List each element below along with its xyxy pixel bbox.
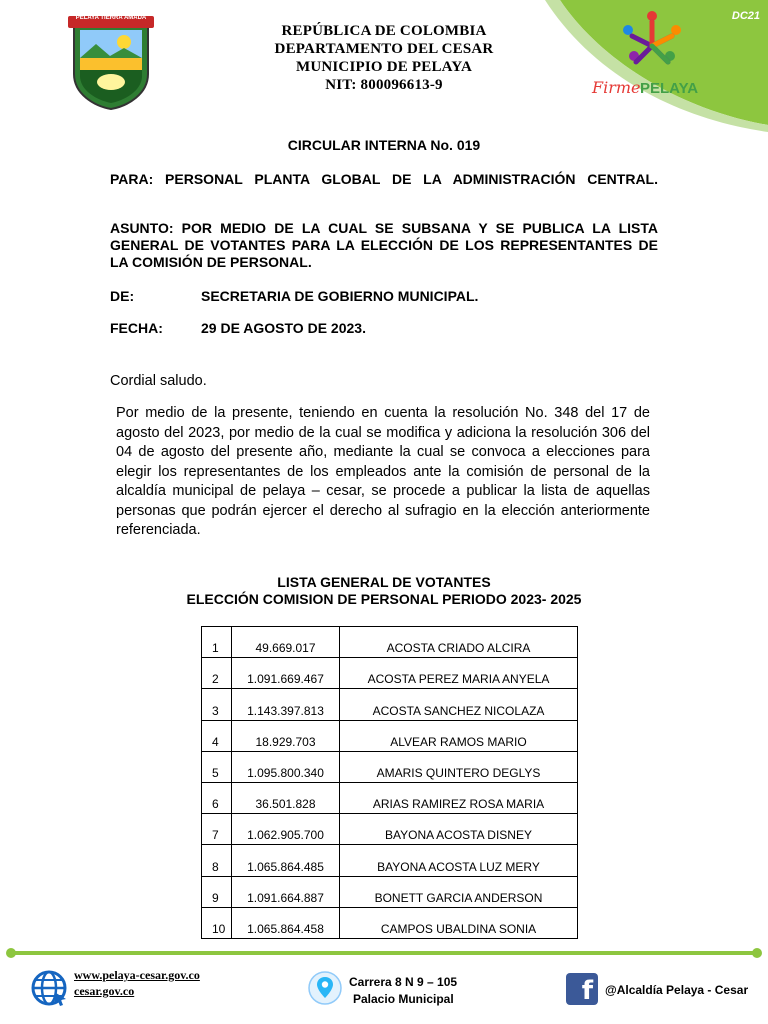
brand-word: PELAYA xyxy=(640,80,699,97)
voter-number: 8 xyxy=(202,845,232,876)
document-code: DC21 xyxy=(731,10,760,22)
de-label: DE: xyxy=(110,288,135,304)
globe-icon xyxy=(30,969,68,1007)
voter-id: 1.091.669.467 xyxy=(232,658,340,689)
circular-title: CIRCULAR INTERNA No. 019 xyxy=(287,137,481,153)
list-subtitle: ELECCIÓN COMISION DE PERSONAL PERIODO 2023- 2025 xyxy=(186,591,582,607)
voter-id: 36.501.828 xyxy=(232,782,340,813)
social-handle[interactable]: @Alcaldía Pelaya - Cesar xyxy=(605,983,749,997)
voter-number: 1 xyxy=(202,627,232,658)
shield-banner-text: PELAYA TIERRA AMADA xyxy=(75,15,147,21)
voter-number: 2 xyxy=(202,658,232,689)
voter-name: ACOSTA SANCHEZ NICOLAZA xyxy=(340,689,578,720)
header-country: REPÚBLICA DE COLOMBIA xyxy=(281,23,487,39)
facebook-icon: f xyxy=(566,973,598,1005)
asunto-field: ASUNTO: POR MEDIO DE LA CUAL SE SUBSANA Y SE PUBLICA LA LISTA GENERAL DE VOTANTES PARA LA ELECCIÓN DE LOS REPRESENTANTES DE LA COMISIÓN DE PERSONAL. xyxy=(110,220,658,270)
voter-number: 10 xyxy=(202,907,232,938)
firme-pelaya-logo xyxy=(612,6,692,76)
voter-id: 1.065.864.458 xyxy=(232,907,340,938)
voter-row xyxy=(202,689,578,720)
voter-id: 1.062.905.700 xyxy=(232,814,340,845)
address-line-1: Carrera 8 N 9 – 105 xyxy=(349,975,458,989)
voter-row xyxy=(202,627,578,658)
fecha-label: FECHA: xyxy=(110,320,163,336)
voter-id: 1.095.800.340 xyxy=(232,751,340,782)
voter-id: 1.065.864.485 xyxy=(232,845,340,876)
voter-row xyxy=(202,782,578,813)
greeting: Cordial saludo. xyxy=(110,373,207,389)
voter-name: ACOSTA PEREZ MARIA ANYELA xyxy=(340,658,578,689)
voter-name: ALVEAR RAMOS MARIO xyxy=(340,720,578,751)
voter-number: 9 xyxy=(202,876,232,907)
voter-number: 4 xyxy=(202,720,232,751)
header-municipality: MUNICIPIO DE PELAYA xyxy=(295,59,473,75)
voter-name: BAYONA ACOSTA LUZ MERY xyxy=(340,845,578,876)
fecha-value: 29 DE AGOSTO DE 2023. xyxy=(201,320,366,336)
voter-number: 7 xyxy=(202,814,232,845)
voter-id: 1.091.664.887 xyxy=(232,876,340,907)
voter-row xyxy=(202,751,578,782)
voter-row xyxy=(202,658,578,689)
voter-name: ARIAS RAMIREZ ROSA MARIA xyxy=(340,782,578,813)
voter-row xyxy=(202,876,578,907)
voter-row xyxy=(202,814,578,845)
header-nit: NIT: 800096613-9 xyxy=(325,77,443,93)
voter-number: 5 xyxy=(202,751,232,782)
voter-row xyxy=(202,907,578,938)
voter-name: AMARIS QUINTERO DEGLYS xyxy=(340,751,578,782)
voter-id: 49.669.017 xyxy=(232,627,340,658)
voter-row xyxy=(202,720,578,751)
brand-script: Firme xyxy=(592,78,641,97)
voter-name: BONETT GARCIA ANDERSON xyxy=(340,876,578,907)
footer-divider xyxy=(10,951,758,955)
para-field xyxy=(110,171,658,188)
body-paragraph: Por medio de la presente, teniendo en cuenta la resolución No. 348 del 17 de agosto del 2023, por medio de la cual se modifica y adiciona la resolución 306 del 04 de agosto del presente año, mediante la cual se convoca a elecciones para elegir los representantes de los empleados ante la comisión de personal de la alcaldía municipal de pelaya – cesar, se procede a publicar la lista de aquellas personas que podrán ejercer el derecho al sufragio en la elección anteriormente referenciada. xyxy=(116,405,650,538)
voter-number: 3 xyxy=(202,689,232,720)
list-title: LISTA GENERAL DE VOTANTES xyxy=(277,574,491,590)
address-line-2: Palacio Municipal xyxy=(353,992,454,1006)
website-link-1[interactable]: www.pelaya-cesar.gov.co xyxy=(74,968,200,982)
voter-row xyxy=(202,845,578,876)
voter-id: 18.929.703 xyxy=(232,720,340,751)
voter-id: 1.143.397.813 xyxy=(232,689,340,720)
location-pin-icon xyxy=(308,970,342,1006)
de-value: SECRETARIA DE GOBIERNO MUNICIPAL. xyxy=(201,288,479,304)
voter-number: 6 xyxy=(202,782,232,813)
para-text: PARA: PERSONAL PLANTA GLOBAL DE LA ADMINISTRACIÓN CENTRAL. xyxy=(110,171,658,187)
voter-name: CAMPOS UBALDINA SONIA xyxy=(340,907,578,938)
voters-table xyxy=(201,626,578,939)
header-department: DEPARTAMENTO DEL CESAR xyxy=(274,41,494,57)
voter-name: BAYONA ACOSTA DISNEY xyxy=(340,814,578,845)
website-link-2[interactable]: cesar.gov.co xyxy=(74,984,135,998)
voter-name: ACOSTA CRIADO ALCIRA xyxy=(340,627,578,658)
